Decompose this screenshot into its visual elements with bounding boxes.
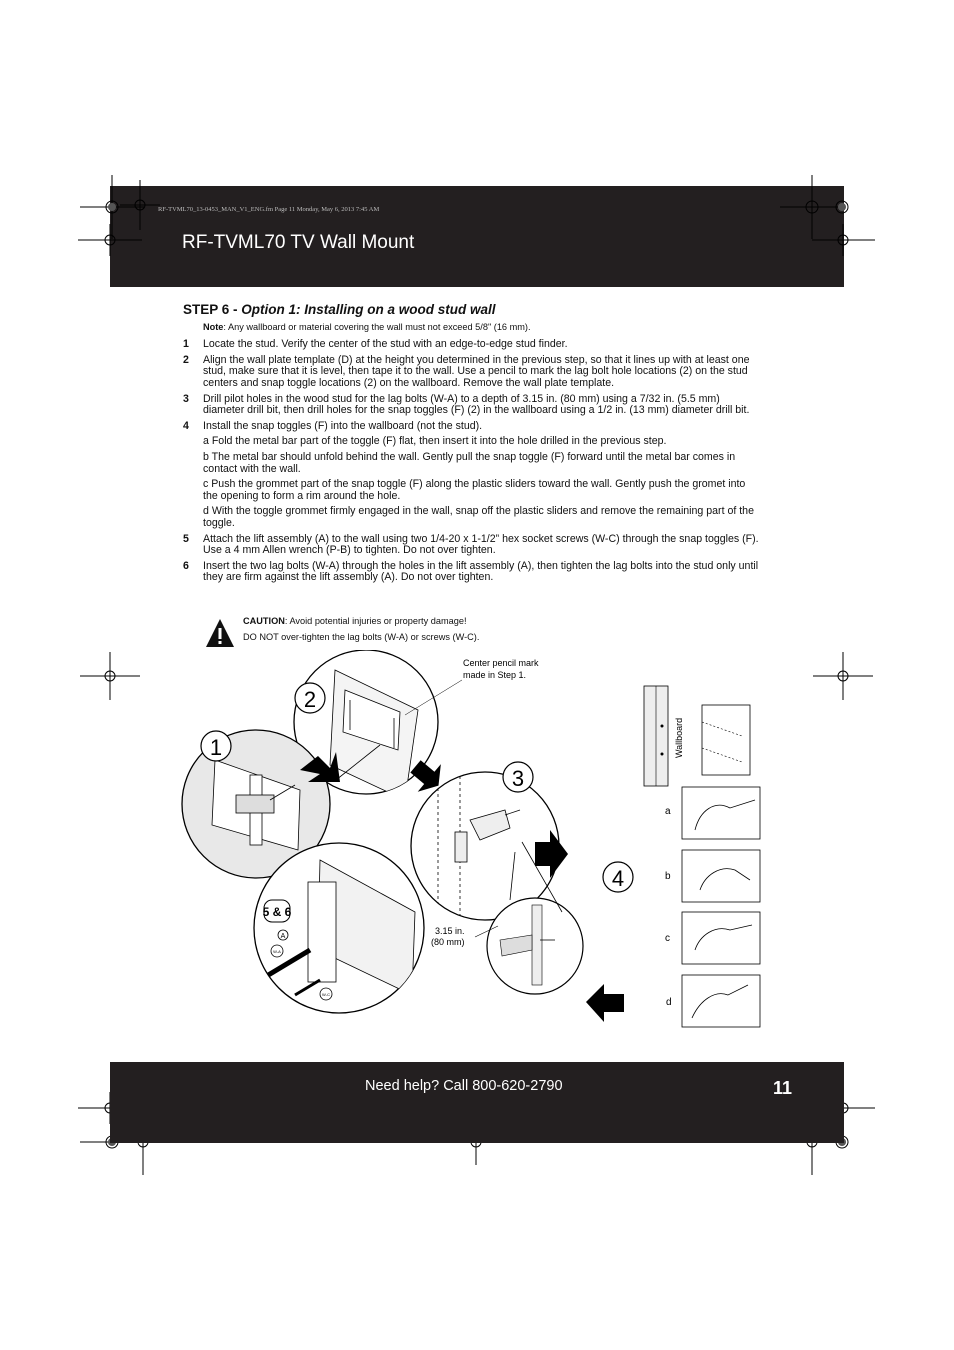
substep-b-label: b xyxy=(665,871,671,882)
caution-line-2: DO NOT over-tighten the lag bolts (W-A) or screws (W-C). xyxy=(243,632,480,642)
step-heading xyxy=(183,304,761,316)
sub-item: a Fold the metal bar part of the toggle (F) flat, then insert it into the hole drilled in the previous step. xyxy=(203,435,667,448)
list-item: 3 Drill pilot holes in the wood stud for the lag bolts (W-A) to a depth of 3.15 in. (80 mm) using a 7/32 in. (5.5 mm) diameter drill bit, then drill holes for the snap toggles (F) (2) in the wallboard using a 1/2 in. (13 mm) diameter drill bit. xyxy=(183,392,750,417)
substep-a-label: a xyxy=(665,806,671,817)
caution-line-1: CAUTION: Avoid potential injuries or property damage! xyxy=(243,616,467,626)
note: Note: Any wallboard or material covering the wall must not exceed 5/8" (16 mm). xyxy=(203,321,531,332)
list-item: 4 Install the snap toggles (F) into the wallboard (not the stud). xyxy=(183,419,483,432)
part-label-w-c: W-C xyxy=(322,992,330,997)
substep-d-label: d xyxy=(666,997,672,1008)
step-5-6-number: 5 & 6 xyxy=(262,905,292,919)
footer-band xyxy=(110,1062,844,1143)
substep-b-box xyxy=(682,850,760,902)
part-label-a: A xyxy=(280,933,286,940)
pencil-callout-line-1: Center pencil mark xyxy=(463,658,539,668)
part-label-w-a: W-A xyxy=(273,949,281,954)
wallboard-label: Wallboard xyxy=(674,717,684,758)
step-label: STEP 6 - xyxy=(183,302,242,317)
depth-label-in: 3.15 in. xyxy=(435,926,465,936)
step-subtitle: Option 1: Installing on a wood stud wall xyxy=(241,302,496,317)
page-title: RF-TVML70 TV Wall Mount xyxy=(182,232,415,253)
step-1-number: 1 xyxy=(209,735,223,760)
print-slug: RF-TVML70_13-0453_MAN_V1_ENG.fm Page 11 Monday, May 6, 2013 7:45 AM xyxy=(158,206,380,213)
pencil-callout-line-2: made in Step 1. xyxy=(463,670,527,680)
step-2-number: 2 xyxy=(303,687,317,712)
arrow-icon xyxy=(586,984,624,1022)
substep-a-box xyxy=(682,787,760,839)
sub-item: c Push the grommet part of the snap toggle (F) along the plastic sliders toward the wall. Gently push the gromet into the opening to form a rim around the hole. xyxy=(203,478,746,502)
substep-c-box xyxy=(682,912,760,964)
page-number: 11 xyxy=(773,1078,793,1098)
list-item: 2 Align the wall plate template (D) at the height you determined in the previous step, so that it lines up with at least one stud, make sure that it is level, then tape it to the wall. Use a pencil to mark the lag bolt hole locations (2) on the stud centers and snap toggle locations (2) on the wallboard. Remove the wall plate template. xyxy=(183,353,750,389)
instructions xyxy=(183,304,761,588)
installation-illustration xyxy=(180,650,780,1042)
list-item: 6 Insert the two lag bolts (W-A) through the holes in the lift assembly (A), then tighten the lag bolts into the stud only until they are firm against the lift assembly (A). Do not over tighten. xyxy=(183,559,759,584)
warning-icon xyxy=(205,618,235,648)
help-line: Need help? Call 800-620-2790 xyxy=(365,1078,563,1094)
step-3-number: 3 xyxy=(511,766,525,791)
sub-item: b The metal bar should unfold behind the wall. Gently pull the snap toggle (F) forward until the metal bar comes in contact with the wall. xyxy=(203,450,736,475)
depth-label-mm: (80 mm) xyxy=(431,937,465,947)
list-item: 5 Attach the lift assembly (A) to the wall using two 1/4-20 x 1-1/2” hex socket screws (W-C) through the snap toggles (F). Use a 4 mm Allen wrench (P-B) to tighten. Do not over tighten. xyxy=(183,532,759,557)
substep-c-label: c xyxy=(665,933,670,944)
sub-item: d With the toggle grommet firmly engaged in the wall, snap off the plastic sliders and remove the remaining part of the toggle. xyxy=(203,505,754,529)
substep-d-box xyxy=(682,975,760,1027)
step-4-number: 4 xyxy=(611,866,625,891)
list-item: 1 Locate the stud. Verify the center of the stud with an edge-to-edge stud finder. xyxy=(183,338,568,351)
